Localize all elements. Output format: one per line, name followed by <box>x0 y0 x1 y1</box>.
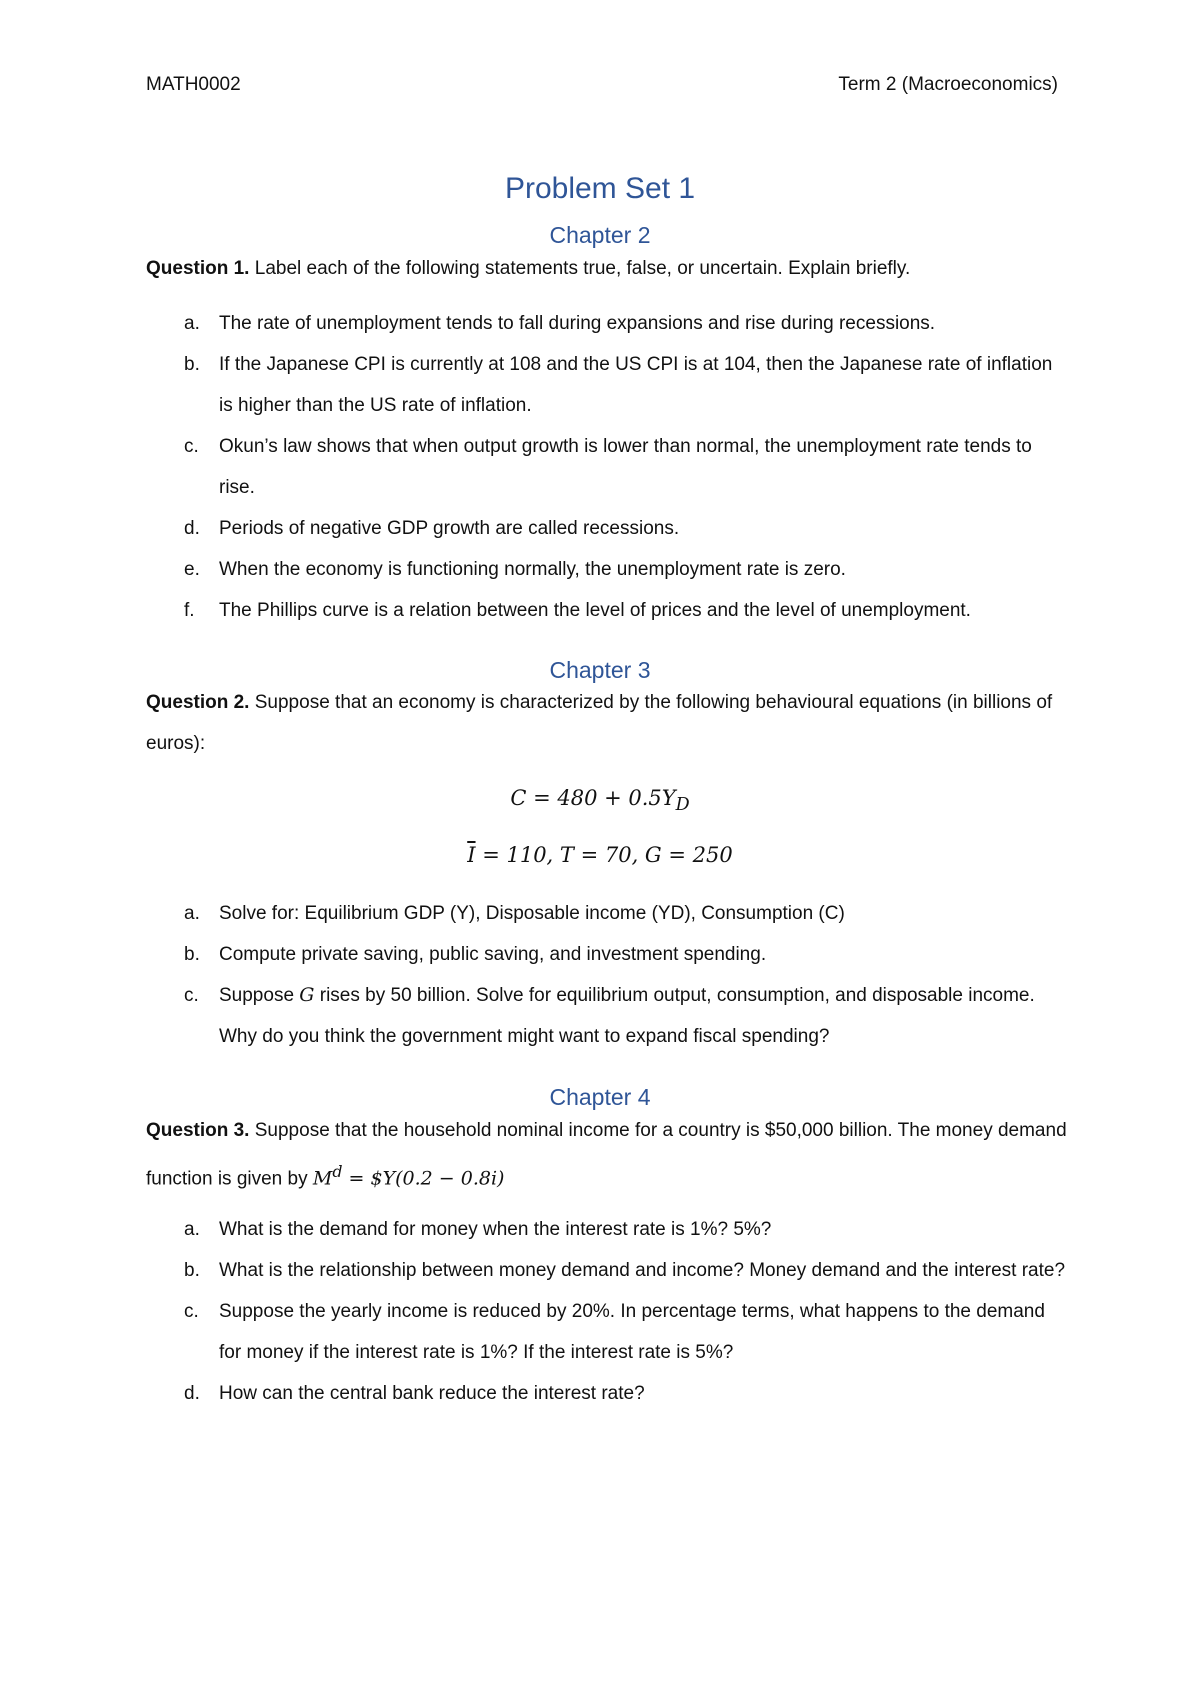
list-item <box>146 1291 1066 1373</box>
header-term: Term 2 (Macroeconomics) <box>838 74 1058 95</box>
item-label: c. <box>184 985 199 1006</box>
item-text: What is the demand for money when the interest rate is 1%? 5%? <box>219 1219 772 1240</box>
item-text: How can the central bank reduce the interest rate? <box>219 1383 645 1404</box>
question-2-items <box>146 893 1066 1057</box>
list-item <box>146 975 1066 1057</box>
item-label: d. <box>184 1383 200 1404</box>
list-item <box>146 508 1066 549</box>
item-label: f. <box>184 600 195 621</box>
item-text-post: rises by 50 billion. Solve for equilibrium output, consumption, and disposable income. Why do you think the government might want to expand fiscal spending? <box>219 985 1035 1047</box>
question-3-items <box>146 1209 1066 1414</box>
question-2 <box>146 682 1066 764</box>
header-course-code: MATH0002 <box>146 74 241 95</box>
equation-main: C = 480 + 0.5Y <box>510 786 676 810</box>
investment-symbol: $\overline{I}$ <box>467 843 476 867</box>
money-demand-superscript: d <box>332 1162 343 1181</box>
item-text: If the Japanese CPI is currently at 108 and the US CPI is at 104, then the Japanese rate of inflation is higher than the US rate of inflation. <box>219 354 1053 416</box>
list-item <box>146 303 1066 344</box>
list-item <box>146 590 1066 631</box>
item-label: c. <box>184 436 199 457</box>
question-1-label: Question 1. <box>146 258 250 279</box>
chapter-2-heading: Chapter 2 <box>549 222 651 248</box>
item-label: d. <box>184 518 200 539</box>
list-item <box>146 426 1066 508</box>
question-1 <box>146 248 1066 289</box>
item-label: b. <box>184 354 200 375</box>
list-item <box>146 1209 1066 1250</box>
item-label: b. <box>184 1260 200 1281</box>
question-3 <box>146 1110 1081 1199</box>
item-text: Solve for: Equilibrium GDP (Y), Disposable income (YD), Consumption (C) <box>219 903 845 924</box>
money-demand-formula: = $Y(0.2 − 0.8i) <box>342 1167 505 1190</box>
question-1-items <box>146 303 1066 631</box>
list-item <box>146 1250 1066 1291</box>
item-text: Okun’s law shows that when output growth is lower than normal, the unemployment rate tends to rise. <box>219 436 1032 498</box>
item-text-pre: Suppose <box>219 985 300 1006</box>
item-label: a. <box>184 903 200 924</box>
item-text: When the economy is functioning normally, the unemployment rate is zero. <box>219 559 846 580</box>
list-item <box>146 344 1066 426</box>
list-item <box>146 1373 1066 1414</box>
item-text: Periods of negative GDP growth are called recessions. <box>219 518 680 539</box>
variable-g: G <box>299 984 315 1006</box>
item-label: e. <box>184 559 200 580</box>
question-3-label: Question 3. <box>146 1120 250 1141</box>
item-text: What is the relationship between money demand and income? Money demand and the interest rate? <box>219 1260 1066 1281</box>
item-label: a. <box>184 1219 200 1240</box>
item-label: a. <box>184 313 200 334</box>
question-2-text: Suppose that an economy is characterized by the following behavioural equations (in billions of euros): <box>146 692 1053 754</box>
item-label: b. <box>184 944 200 965</box>
chapter-4-heading: Chapter 4 <box>549 1084 651 1110</box>
equation-subscript: D <box>675 795 690 816</box>
list-item <box>146 934 1066 975</box>
money-demand-symbol: M <box>312 1167 333 1190</box>
chapter-3-heading: Chapter 3 <box>549 657 651 683</box>
parameter-values: = 110, T = 70, G = 250 <box>475 843 733 867</box>
parameter-equation <box>0 843 1200 867</box>
item-label: c. <box>184 1301 199 1322</box>
item-text: Compute private saving, public saving, and investment spending. <box>219 944 767 965</box>
list-item <box>146 549 1066 590</box>
question-2-label: Question 2. <box>146 692 250 713</box>
question-3-text: Suppose that the household nominal income for a country is $50,000 billion. The money demand function is given by <box>146 1120 1067 1190</box>
question-1-text: Label each of the following statements true, false, or uncertain. Explain briefly. <box>249 258 911 279</box>
page-title: Problem Set 1 <box>504 172 696 205</box>
item-text: The rate of unemployment tends to fall during expansions and rise during recessions. <box>219 313 936 334</box>
consumption-equation <box>0 786 1200 815</box>
item-text: The Phillips curve is a relation between the level of prices and the level of unemployment. <box>219 600 971 621</box>
item-text: Suppose the yearly income is reduced by 20%. In percentage terms, what happens to the demand for money if the interest rate is 1%? If the interest rate is 5%? <box>219 1301 1045 1363</box>
list-item <box>146 893 1066 934</box>
